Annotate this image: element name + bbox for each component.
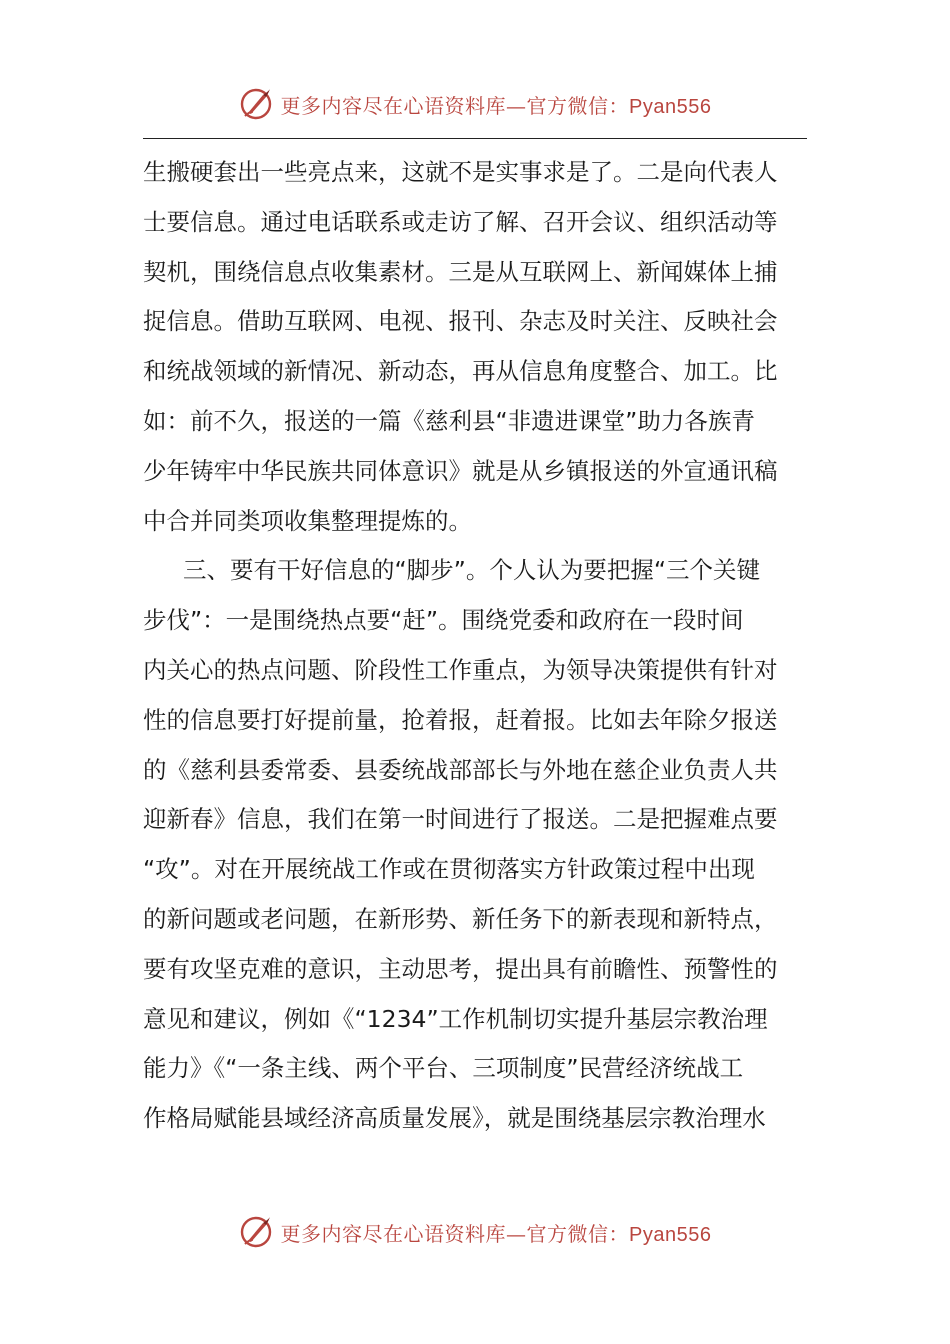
header-divider: [143, 138, 807, 139]
quill-logo-icon: [239, 87, 273, 121]
body-line: 契机，围绕信息点收集素材。三是从互联网上、新闻媒体上捕: [143, 257, 778, 286]
body-line: 和统战领域的新情况、新动态，再从信息角度整合、加工。比: [143, 357, 778, 386]
body-line: 的《慈利县委常委、县委统战部部长与外地在慈企业负责人共: [143, 755, 778, 784]
body-line: 中合并同类项收集整理提炼的。: [143, 506, 472, 535]
footer-banner-text: 更多内容尽在心语资料库—官方微信：Pyan556: [280, 1221, 712, 1246]
body-line: 步伐”：一是围绕热点要“赶”。围绕党委和政府在一段时间: [143, 606, 744, 635]
body-line: 意见和建议，例如《“1234”工作机制切实提升基层宗教治理: [143, 1004, 768, 1033]
footer-wechat-id: Pyan556: [629, 1223, 712, 1246]
body-line: 生搬硬套出一些亮点来，这就不是实事求是了。二是向代表人: [143, 158, 778, 186]
header-banner: [0, 84, 950, 124]
body-line: 士要信息。通过电话联系或走访了解、召开会议、组织活动等: [143, 207, 778, 236]
header-banner-text: 更多内容尽在心语资料库—官方微信：Pyan556: [280, 93, 712, 118]
body-line: 如：前不久，报送的一篇《慈利县“非遗进课堂”助力各族青: [143, 406, 755, 435]
body-line: 性的信息要打好提前量，抢着报，赶着报。比如去年除夕报送: [143, 705, 778, 734]
body-line: 少年铸牢中华民族共同体意识》就是从乡镇报送的外宣通讯稿: [143, 456, 778, 485]
body-line: 作格局赋能县域经济高质量发展》，就是围绕基层宗教治理水: [143, 1104, 766, 1133]
section-heading-line: 三、要有干好信息的“脚步”。个人认为要把握“三个关键: [183, 556, 761, 585]
body-line: 捉信息。借助互联网、电视、报刊、杂志及时关注、反映社会: [143, 307, 778, 336]
body-line: 迎新春》信息，我们在第一时间进行了报送。二是把握难点要: [143, 805, 778, 834]
body-line: 的新问题或老问题，在新形势、新任务下的新表现和新特点，: [143, 904, 778, 933]
body-line: 内关心的热点问题、阶段性工作重点，为领导决策提供有针对: [143, 655, 778, 684]
header-wechat-id: Pyan556: [629, 95, 712, 118]
body-line: 能力》《“一条主线、两个平台、三项制度”民营经济统战工: [143, 1054, 744, 1083]
quill-logo-icon: [239, 1215, 273, 1249]
document-body: [143, 148, 807, 1144]
footer-banner: [0, 1212, 950, 1252]
body-line: 要有攻坚克难的意识，主动思考，提出具有前瞻性、预警性的: [143, 954, 778, 983]
body-line: “攻”。对在开展统战工作或在贯彻落实方针政策过程中出现: [143, 855, 755, 884]
